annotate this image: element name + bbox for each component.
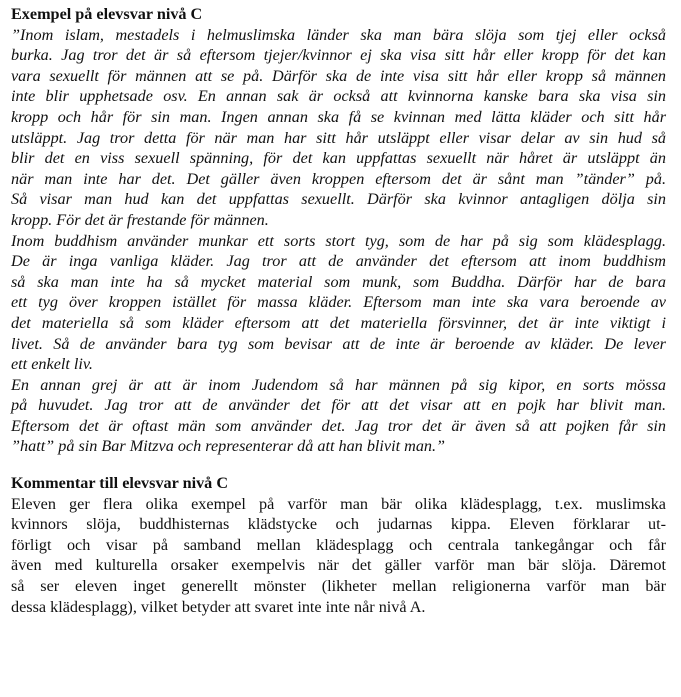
student-answer-text (11, 25, 666, 457)
commentary-line: dessa klädesplagg), vilket betyder att svaret inte inte når nivå A. (11, 597, 426, 616)
answer-line: En annan grej är att är inom Judendom så har männen på sig kipor, en sorts mössa (11, 375, 666, 394)
answer-line: Så visar man hud kan det uppfattas sexuellt. Därför ska kvinnor antagligen dölja sin (11, 190, 666, 209)
commentary-line: så ser eleven inget generellt mönster (likheter mellan religionerna varför man bär (11, 577, 666, 596)
answer-line: inte blir upphetsade osv. En annan sak är också att kvinnorna kanske bara ska visa sin (11, 87, 666, 106)
commentary-line: förligt och visar på samband mellan klädesplagg och centrala tankegångar och får (11, 535, 666, 554)
answer-line: Inom buddhism använder munkar ett sorts stort tyg, som de har på sig som klädesplagg. (11, 231, 666, 250)
commentary-line: även med kulturella orsaker exempelvis när det gäller varför man bär slöja. Däremot (11, 556, 666, 575)
answer-line: livet. Så de använder bara tyg som bevisar att de inte är beroende av kläder. De lever (11, 334, 666, 353)
answer-line: ett enkelt liv. (11, 355, 93, 374)
answer-line: det materiella så som kläder eftersom att det materiella försvinner, det är inte viktigt i (11, 313, 666, 332)
answer-line: ”Inom islam, mestadels i helmuslimska länder ska man bära slöja som tjej eller också (11, 25, 666, 44)
section-commentary (11, 473, 666, 617)
answer-line: kropp och hår för sin man. Ingen annan ska få se kvinnan med lätta kläder och sitt hår (11, 107, 666, 126)
answer-line: när man inte har det. Det gäller även kroppen eftersom det är sånt man ”tänder” på. (11, 169, 666, 188)
section-heading-example: Exempel på elevsvar nivå C (11, 5, 203, 23)
answer-line: Eftersom det är oftast män som använder det. Jag tror det är även så att pojken får sin (11, 416, 666, 435)
section-heading-commentary: Kommentar till elevsvar nivå C (11, 474, 229, 493)
answer-line: blir det en viss sexuell spänning, för det kan uppfattas sexuellt när håret är utsläppt än (11, 149, 666, 168)
commentary-line: kvinnors slöja, buddhisternas klädstycke och judarnas kippa. Eleven förklarar ut- (11, 515, 666, 534)
answer-line: ”hatt” på sin Bar Mitzva och representerar då att han blivit man.” (11, 437, 446, 456)
answer-line: ett tyg över kroppen istället för massa kläder. Eftersom man inte ska vara beroende av (11, 293, 666, 312)
commentary-line: Eleven ger flera olika exempel på varför man bär olika klädesplagg, t.ex. muslimska (11, 494, 666, 513)
answer-line: vara sexuellt för männen att se på. Därför ska de inte visa sitt hår eller kropp så männen (11, 66, 666, 85)
commentary-text (11, 494, 666, 618)
answer-line: burka. Jag tror det är så eftersom tjejer/kvinnor ej ska visa sitt hår eller kropp för det kan (11, 46, 666, 65)
section-student-answer (11, 4, 666, 457)
answer-line: De är inga vanliga kläder. Jag tror att de använder det eftersom att inom buddhism (11, 252, 666, 271)
document-page (11, 4, 666, 617)
answer-line: utsläppt. Jag tror detta för när man har sitt hår utsläppt eller visar delar av sin hud så (11, 128, 666, 147)
section-spacer (11, 457, 666, 473)
answer-line: på huvudet. Jag tror att de använder det för att det visar att en pojk har blivit man. (11, 396, 666, 415)
answer-line: kropp. För det är frestande för männen. (11, 210, 269, 229)
answer-line: så ska man inte ha så mycket material som munk, som Buddha. Därför har de bara (11, 272, 666, 291)
